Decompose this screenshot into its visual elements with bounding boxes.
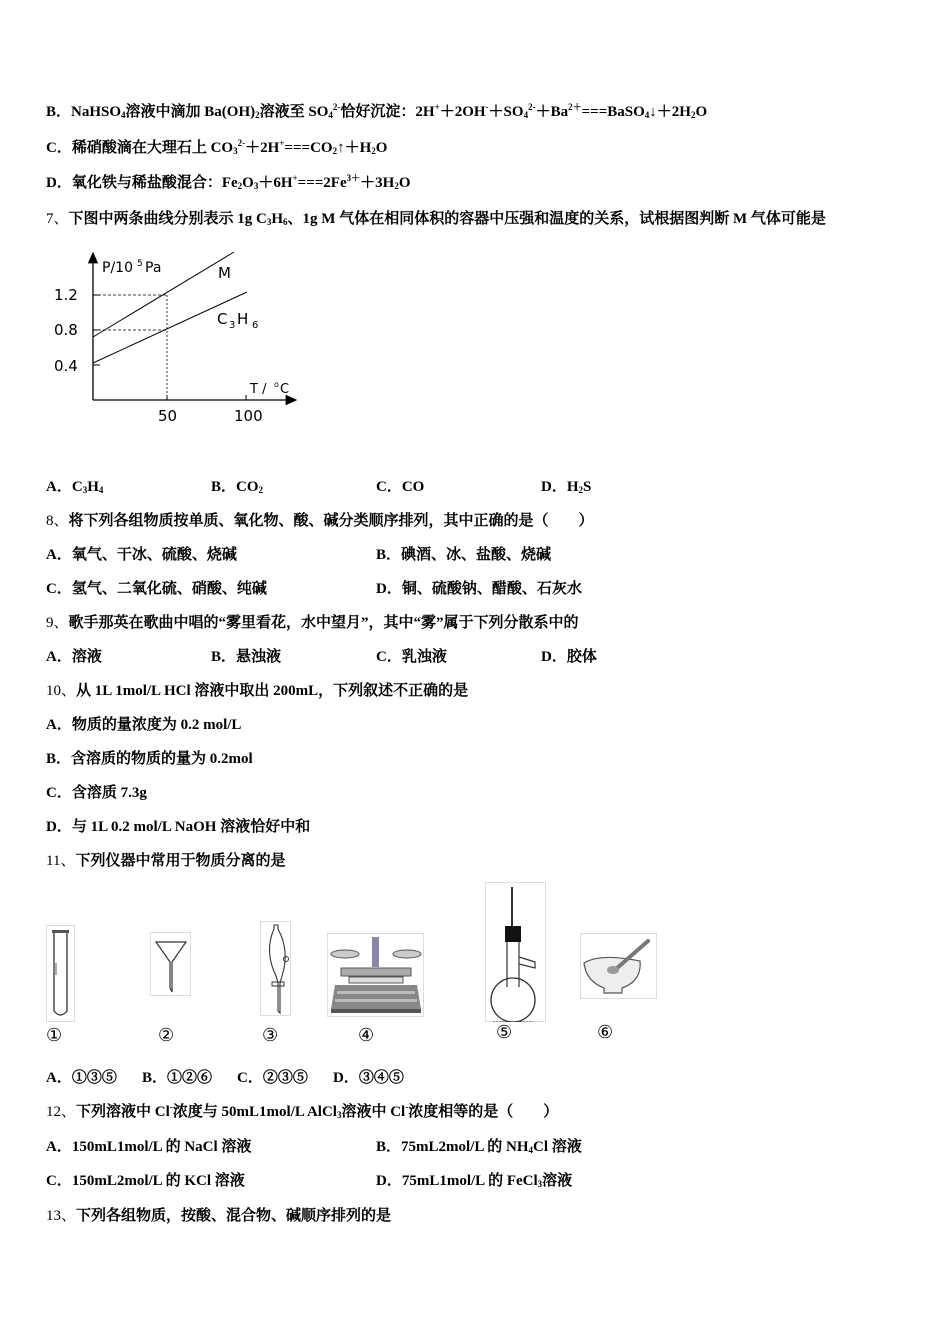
q12-option-d[interactable] — [376, 1171, 572, 1191]
q10-option-a[interactable] — [46, 715, 241, 735]
text: 氧气、干冰、硫酸、烧碱 — [71, 547, 237, 563]
option-label: B． — [46, 104, 72, 120]
text: ＋3H — [360, 175, 395, 191]
q10-option-b[interactable] — [46, 749, 253, 769]
sup: 3＋ — [346, 173, 361, 183]
option-label: C． — [46, 1173, 72, 1189]
q8-option-c[interactable] — [46, 579, 267, 599]
option-label: B． — [142, 1070, 168, 1086]
text: ①②⑥ — [167, 1070, 213, 1086]
text: ===BaSO — [581, 104, 645, 120]
q8-option-a[interactable] — [46, 545, 237, 565]
text: NaHSO — [71, 104, 122, 120]
option-label: D． — [333, 1070, 359, 1086]
q12-option-a[interactable] — [46, 1137, 251, 1157]
option-label: A． — [46, 649, 72, 665]
text: 下列仪器中常用于物质分离的是 — [75, 853, 286, 869]
sub: 4 — [98, 485, 104, 495]
text: 75mL1mol/L 的 FeCl — [401, 1173, 538, 1189]
svg-text:5: 5 — [137, 259, 143, 269]
option-label: A． — [46, 1139, 72, 1155]
text: 与 1L 0.2 mol/L NaOH 溶液恰好中和 — [71, 819, 311, 835]
text: 含溶质 7.3g — [71, 785, 147, 801]
q7-option-d[interactable] — [541, 477, 591, 497]
separatory-funnel-figure — [260, 921, 292, 1017]
svg-text:C: C — [217, 310, 228, 328]
q9-option-b[interactable] — [211, 647, 281, 667]
text: Cl 溶液 — [533, 1139, 582, 1155]
q8-option-b[interactable] — [376, 545, 551, 565]
sub: 2 — [332, 146, 338, 156]
text: 浓度相等的是（ ） — [408, 1104, 559, 1120]
q9-option-d[interactable] — [541, 647, 597, 667]
question-number: 13、 — [46, 1208, 77, 1224]
question-number: 10、 — [46, 683, 77, 699]
sub: 3 — [233, 146, 238, 156]
option-label: B． — [211, 479, 237, 495]
svg-text:Pa: Pa — [145, 260, 162, 276]
pressure-temperature-chart — [40, 245, 310, 435]
option-label: C． — [376, 479, 402, 495]
q12-option-c[interactable] — [46, 1171, 245, 1191]
text: 溶液 — [71, 649, 102, 665]
figure-mark-2: ② — [158, 1025, 175, 1046]
balance-figure — [327, 933, 425, 1017]
q10-option-d[interactable] — [46, 817, 310, 837]
text: 75mL2mol/L 的 NH — [401, 1139, 529, 1155]
text: 浓度与 50mL1mol/L AlCl — [172, 1104, 337, 1120]
q7-option-b[interactable] — [211, 477, 263, 497]
q6-option-d — [46, 173, 410, 193]
svg-text:50: 50 — [158, 407, 178, 425]
svg-text:T /: T / — [250, 382, 267, 397]
q11-option-b[interactable] — [142, 1068, 212, 1088]
question-number: 8、 — [46, 513, 69, 529]
option-label: D． — [376, 1173, 402, 1189]
text: ③④⑤ — [358, 1070, 404, 1086]
svg-text:M: M — [218, 264, 231, 282]
text: ===2Fe — [297, 175, 347, 191]
text: H — [271, 211, 284, 227]
q6-option-c — [46, 138, 387, 158]
question-number: 7、 — [46, 211, 69, 227]
sup: + — [434, 102, 440, 112]
sup: 2- — [528, 102, 536, 112]
sub: 4 — [328, 110, 333, 120]
sup: + — [292, 173, 298, 183]
option-label: B． — [376, 1139, 402, 1155]
sup: 2- — [237, 138, 246, 148]
question-11-stem — [46, 851, 285, 871]
text: ===CO — [284, 140, 333, 156]
text: 歌手那英在歌曲中唱的“雾里看花，水中望月”，其中“雾”属于下列分散系中的 — [68, 615, 579, 631]
sub: 6 — [283, 217, 288, 227]
q11-option-a[interactable] — [46, 1068, 117, 1088]
sup: + — [279, 138, 285, 148]
distillation-flask-figure — [485, 882, 547, 1022]
text: 溶液 — [542, 1173, 573, 1189]
option-label: D． — [46, 819, 72, 835]
text: 150mL2mol/L 的 KCl 溶液 — [71, 1173, 245, 1189]
svg-text:C: C — [280, 382, 290, 397]
svg-text:P/10: P/10 — [102, 260, 133, 276]
text: O — [375, 140, 388, 156]
option-label: C． — [46, 140, 72, 156]
svg-text:1.2: 1.2 — [54, 286, 78, 304]
question-number: 11、 — [46, 853, 76, 869]
funnel-figure — [150, 932, 192, 996]
text: O — [695, 104, 708, 120]
option-label: C． — [376, 649, 402, 665]
svg-text:0.4: 0.4 — [54, 357, 78, 375]
sub: 4 — [523, 110, 529, 120]
sup: 2- — [332, 102, 341, 112]
text: 恰好沉淀：2H — [340, 104, 435, 120]
question-10-stem — [46, 681, 468, 701]
text: 下图中两条曲线分别表示 1g C — [68, 211, 267, 227]
text: H — [87, 479, 99, 495]
option-label: D． — [541, 649, 567, 665]
text: 将下列各组物质按单质、氧化物、酸、碱分类顺序排列，其中正确的是（ ） — [68, 513, 594, 529]
text: 乳浊液 — [401, 649, 447, 665]
question-13-stem — [46, 1206, 391, 1226]
option-label: A． — [46, 1070, 72, 1086]
text: 下列溶液中 Cl — [76, 1104, 170, 1120]
text: 铜、硫酸钠、醋酸、石灰水 — [401, 581, 582, 597]
mortar-figure — [580, 933, 658, 999]
svg-text:H: H — [237, 310, 249, 328]
text: ①③⑤ — [71, 1070, 117, 1086]
text: CO — [236, 479, 259, 495]
sub: 2 — [237, 181, 243, 191]
option-label: D． — [541, 479, 567, 495]
q7-option-c[interactable] — [376, 477, 424, 497]
q7-option-a[interactable] — [46, 477, 103, 497]
q9-option-a[interactable] — [46, 647, 102, 667]
question-7-stem — [46, 209, 826, 229]
text: ②③⑤ — [262, 1070, 308, 1086]
text: O — [242, 175, 254, 191]
sub: 2 — [371, 146, 376, 156]
text: 氢气、二氧化硫、硝酸、纯碱 — [71, 581, 267, 597]
question-8-stem — [46, 511, 594, 531]
sub: 2 — [258, 485, 264, 495]
option-label: B． — [211, 649, 237, 665]
sub: 2 — [690, 110, 696, 120]
q8-option-d[interactable] — [376, 579, 582, 599]
text: 溶液中 Cl — [341, 1104, 406, 1120]
text: ＋Ba — [535, 104, 569, 120]
option-label: B． — [376, 547, 402, 563]
q11-option-d[interactable] — [333, 1068, 404, 1088]
sub: 4 — [528, 1145, 534, 1155]
question-number: 12、 — [46, 1104, 77, 1120]
sub: 3 — [336, 1110, 342, 1120]
text: ＋2OH — [439, 104, 486, 120]
sub: 4 — [644, 110, 650, 120]
text: 悬浊液 — [236, 649, 282, 665]
option-label: C． — [237, 1070, 263, 1086]
option-label: A． — [46, 479, 72, 495]
option-label: B． — [46, 751, 72, 767]
option-label: A． — [46, 547, 72, 563]
text: 物质的量浓度为 0.2 mol/L — [71, 717, 242, 733]
text: ↓＋2H — [649, 104, 691, 120]
text: C — [71, 479, 83, 495]
text: 胶体 — [566, 649, 597, 665]
figure-mark-5: ⑤ — [496, 1022, 513, 1043]
text: 稀硝酸滴在大理石上 CO — [71, 140, 234, 156]
text: ＋6H — [258, 175, 293, 191]
sub: 2 — [578, 485, 584, 495]
option-label: C． — [46, 581, 72, 597]
svg-text:0.8: 0.8 — [54, 321, 78, 339]
svg-text:o: o — [274, 380, 279, 389]
text: CO — [401, 479, 425, 495]
figure-mark-4: ④ — [358, 1025, 375, 1046]
sub: 4 — [121, 110, 126, 120]
question-number: 9、 — [46, 615, 69, 631]
question-12-stem — [46, 1102, 558, 1122]
text: ＋2H — [245, 140, 280, 156]
figure-mark-3: ③ — [262, 1025, 279, 1046]
text: ＋SO — [488, 104, 524, 120]
q11-option-c[interactable] — [237, 1068, 308, 1088]
sub: 3 — [537, 1179, 543, 1189]
sup: - — [169, 1102, 173, 1112]
option-label: C． — [46, 785, 72, 801]
q9-option-c[interactable] — [376, 647, 447, 667]
text: H — [566, 479, 579, 495]
option-label: D． — [376, 581, 402, 597]
sup: - — [405, 1102, 409, 1112]
option-label: D． — [46, 175, 72, 191]
text: 150mL1mol/L 的 NaCl 溶液 — [71, 1139, 252, 1155]
text: O — [398, 175, 411, 191]
text: 溶液至 SO — [259, 104, 329, 120]
text: 、1g M 气体在相同体积的容器中压强和温度的关系，试根据图判断 M 气体可能是 — [287, 211, 826, 227]
text: 从 1L 1mol/L HCl 溶液中取出 200mL，下列叙述不正确的是 — [76, 683, 469, 699]
question-9-stem — [46, 613, 579, 633]
text: 氧化铁与稀盐酸混合：Fe — [71, 175, 238, 191]
q12-option-b[interactable] — [376, 1137, 582, 1157]
sub: 3 — [82, 485, 88, 495]
svg-text:3: 3 — [229, 320, 236, 331]
figure-mark-6: ⑥ — [597, 1022, 614, 1043]
svg-text:100: 100 — [234, 407, 263, 425]
sub: 2 — [255, 110, 260, 120]
sub: 3 — [253, 181, 259, 191]
sub: 3 — [266, 217, 272, 227]
text: 下列各组物质，按酸、混合物、碱顺序排列的是 — [76, 1208, 392, 1224]
text: ↑＋H — [337, 140, 372, 156]
text: 含溶质的物质的量为 0.2mol — [71, 751, 253, 767]
text: S — [583, 479, 592, 495]
test-tube-figure — [46, 925, 76, 1022]
q10-option-c[interactable] — [46, 783, 147, 803]
q6-option-b — [46, 102, 707, 122]
option-label: A． — [46, 717, 72, 733]
text: 溶液中滴加 Ba(OH) — [125, 104, 256, 120]
sub: 2 — [394, 181, 399, 191]
text: 碘酒、冰、盐酸、烧碱 — [401, 547, 552, 563]
sup: 2＋ — [568, 102, 582, 112]
svg-text:6: 6 — [252, 320, 259, 331]
figure-mark-1: ① — [46, 1025, 63, 1046]
sup: - — [485, 102, 489, 112]
